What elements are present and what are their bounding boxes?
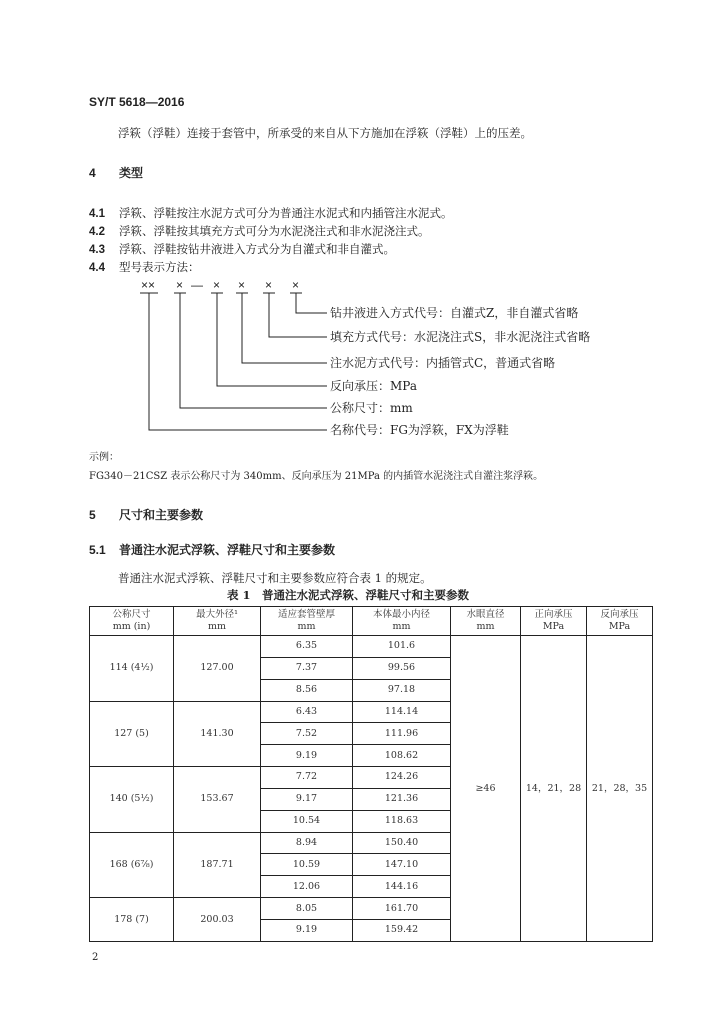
header-reverse-pressure: 反向承压 MPa bbox=[587, 607, 653, 636]
cell-min-id: 108.62 bbox=[353, 745, 451, 767]
section-number: 4 bbox=[89, 166, 96, 180]
header-max-od: 最大外径¹ mm bbox=[174, 607, 261, 636]
clause-text: 浮篍、浮鞋按注水泥方式可分为普通注水泥式和内插管注水泥式。 bbox=[119, 206, 453, 220]
header-min-id: 本体最小内径 mm bbox=[353, 607, 451, 636]
clause-number: 5.1 bbox=[89, 543, 106, 557]
cell-max-od: 141.30 bbox=[174, 701, 261, 767]
section-5-heading bbox=[89, 506, 203, 523]
cell-nominal: 168 (6⅞) bbox=[90, 832, 174, 898]
code-label-fill: 填充方式代号：水泥浇注式S，非水泥浇注式省略 bbox=[330, 330, 591, 344]
cell-min-id: 118.63 bbox=[353, 810, 451, 832]
cell-min-id: 147.10 bbox=[353, 854, 451, 876]
cell-max-od: 200.03 bbox=[174, 898, 261, 942]
cell-wall: 7.72 bbox=[261, 767, 353, 789]
cell-nominal: 178 (7) bbox=[90, 898, 174, 942]
cell-wall: 8.56 bbox=[261, 679, 353, 701]
code-label-entry: 钻井液进入方式代号：自灌式Z，非自灌式省略 bbox=[330, 306, 579, 320]
cell-max-od: 153.67 bbox=[174, 767, 261, 833]
cell-max-od: 187.71 bbox=[174, 832, 261, 898]
cell-min-id: 111.96 bbox=[353, 723, 451, 745]
cell-wall: 9.19 bbox=[261, 919, 353, 941]
cell-min-id: 101.6 bbox=[353, 636, 451, 658]
cell-min-id: 144.16 bbox=[353, 876, 451, 898]
clause-text: 浮篍、浮鞋按钻井液进入方式分为自灌式和非自灌式。 bbox=[119, 242, 395, 256]
cell-min-id: 124.26 bbox=[353, 767, 451, 789]
spec-table bbox=[89, 606, 653, 942]
table-caption: 表 1 普通注水泥式浮篍、浮鞋尺寸和主要参数 bbox=[227, 588, 470, 602]
code-char-dash: — bbox=[191, 278, 203, 292]
header-water-hole: 水眼直径 mm bbox=[451, 607, 521, 636]
cell-wall: 12.06 bbox=[261, 876, 353, 898]
cell-nominal: 140 (5½) bbox=[90, 767, 174, 833]
clause-5-1-paragraph: 普通注水泥式浮篍、浮鞋尺寸和主要参数应符合表 1 的规定。 bbox=[118, 571, 432, 585]
section-title: 类型 bbox=[119, 166, 144, 180]
table-header-row bbox=[90, 607, 653, 636]
header-casing-wall: 适应套管壁厚 mm bbox=[261, 607, 353, 636]
code-label-reverse-pressure: 反向承压：MPa bbox=[330, 379, 417, 393]
header-nominal-size: 公称尺寸 mm (in) bbox=[90, 607, 174, 636]
clause-5-1-heading bbox=[89, 541, 335, 558]
example-text: FG340－21CSZ 表示公称尺寸为 340mm、反向承压为 21MPa 的内插管水泥浇注式自灌注浆浮篍。 bbox=[89, 471, 544, 482]
cell-min-id: 97.18 bbox=[353, 679, 451, 701]
cell-wall: 8.94 bbox=[261, 832, 353, 854]
cell-wall: 9.19 bbox=[261, 745, 353, 767]
cell-min-id: 99.56 bbox=[353, 657, 451, 679]
cell-wall: 8.05 bbox=[261, 898, 353, 920]
clause-text: 型号表示方法： bbox=[119, 260, 200, 274]
page-number: 2 bbox=[92, 952, 99, 963]
cell-reverse-pressure: 21，28，35 bbox=[587, 636, 653, 942]
standard-id: SY/T 5618—2016 bbox=[89, 95, 185, 109]
section-number: 5 bbox=[89, 508, 96, 522]
cell-wall: 10.59 bbox=[261, 854, 353, 876]
code-char-fill: × bbox=[265, 278, 273, 292]
cell-wall: 10.54 bbox=[261, 810, 353, 832]
cell-water-hole: ≥46 bbox=[451, 636, 521, 942]
clause-text: 浮篍、浮鞋按其填充方式可分为水泥浇注式和非水泥浇注式。 bbox=[119, 224, 430, 238]
cell-min-id: 121.36 bbox=[353, 788, 451, 810]
clause-title: 普通注水泥式浮篍、浮鞋尺寸和主要参数 bbox=[119, 543, 336, 557]
code-label-nominal-size: 公称尺寸：mm bbox=[330, 401, 413, 415]
code-char-name: ×× bbox=[141, 278, 156, 292]
code-char-entry: × bbox=[292, 278, 300, 292]
clause-number: 4.1 bbox=[89, 208, 105, 220]
cell-wall: 7.52 bbox=[261, 723, 353, 745]
cell-forward-pressure: 14，21，28 bbox=[521, 636, 587, 942]
clause-number: 4.2 bbox=[89, 226, 105, 238]
cell-wall: 6.35 bbox=[261, 636, 353, 658]
cell-min-id: 150.40 bbox=[353, 832, 451, 854]
cell-nominal: 114 (4½) bbox=[90, 636, 174, 702]
cell-min-id: 114.14 bbox=[353, 701, 451, 723]
cell-wall: 9.17 bbox=[261, 788, 353, 810]
cell-min-id: 161.70 bbox=[353, 898, 451, 920]
table-row bbox=[90, 636, 653, 658]
code-char-size: × bbox=[176, 278, 184, 292]
clause-number: 4.4 bbox=[89, 262, 105, 274]
header-forward-pressure: 正向承压 MPa bbox=[521, 607, 587, 636]
code-label-cement: 注水泥方式代号：内插管式C，普通式省略 bbox=[330, 356, 556, 370]
clause-number: 4.3 bbox=[89, 244, 105, 256]
cell-nominal: 127 (5) bbox=[90, 701, 174, 767]
cell-wall: 6.43 bbox=[261, 701, 353, 723]
example-label: 示例： bbox=[89, 452, 119, 463]
cell-min-id: 159.42 bbox=[353, 919, 451, 941]
code-char-cement: × bbox=[238, 278, 246, 292]
cell-wall: 7.37 bbox=[261, 657, 353, 679]
cell-max-od: 127.00 bbox=[174, 636, 261, 702]
intro-paragraph: 浮篍（浮鞋）连接于套管中，所承受的来自从下方施加在浮篍（浮鞋）上的压差。 bbox=[118, 126, 532, 140]
code-char-pressure: × bbox=[213, 278, 221, 292]
code-label-name: 名称代号：FG为浮篍，FX为浮鞋 bbox=[330, 423, 509, 437]
section-title: 尺寸和主要参数 bbox=[119, 508, 204, 522]
